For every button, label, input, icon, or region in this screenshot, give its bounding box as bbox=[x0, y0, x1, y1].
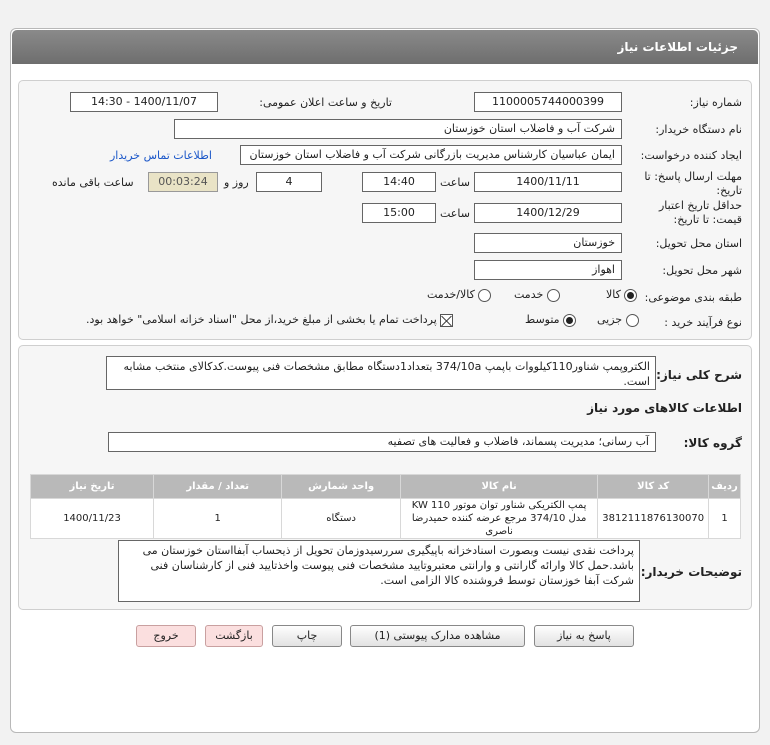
announce-label: تاریخ و ساعت اعلان عمومی: bbox=[259, 96, 392, 109]
items-table bbox=[30, 474, 741, 539]
reply-button[interactable]: پاسخ به نیاز bbox=[534, 625, 634, 647]
buyer-label: نام دستگاه خریدار: bbox=[655, 123, 742, 136]
remaining-label: ساعت باقی مانده bbox=[52, 176, 134, 189]
days-label: روز و bbox=[224, 176, 249, 189]
col-code: کد کالا bbox=[598, 475, 709, 499]
cell-quantity: 1 bbox=[154, 499, 282, 539]
process-option-minor[interactable]: جزیی bbox=[597, 313, 639, 327]
col-date: تاریخ نیاز bbox=[31, 475, 154, 499]
deadline-time-label: ساعت bbox=[440, 176, 470, 189]
validity-date-field: 1400/12/29 bbox=[474, 203, 622, 223]
remaining-time-field: 00:03:24 bbox=[148, 172, 218, 192]
col-row: ردیف bbox=[709, 475, 741, 499]
creator-label: ایجاد کننده درخواست: bbox=[640, 149, 742, 162]
goods-group-label: گروه کالا: bbox=[683, 436, 742, 450]
radio-icon bbox=[478, 289, 491, 302]
cell-date: 1400/11/23 bbox=[31, 499, 154, 539]
cell-code: 3812111876130070 bbox=[598, 499, 709, 539]
radio-selected-icon bbox=[563, 314, 576, 327]
description-field: الکتروپمپ شناور110کیلووات باپمپ 374/10a بتعداد1دستگاه مطابق مشخصات فنی پیوست.کدکالای منتخب مشابه است. bbox=[106, 356, 656, 390]
items-heading: اطلاعات کالاهای مورد نیاز bbox=[587, 401, 742, 415]
view-attachments-button[interactable]: مشاهده مدارک پیوستی (1) bbox=[350, 625, 525, 647]
page-title: جزئیات اطلاعات نیاز bbox=[12, 30, 758, 64]
category-option-service[interactable]: خدمت bbox=[514, 288, 560, 302]
need-number-label: شماره نیاز: bbox=[689, 96, 742, 109]
description-label: شرح کلی نیاز: bbox=[656, 368, 742, 382]
table-header-row bbox=[31, 475, 741, 499]
validity-label: حداقل تاریخ اعتبار قیمت: تا تاریخ: bbox=[658, 199, 742, 226]
city-label: شهر محل تحویل: bbox=[662, 264, 742, 277]
contact-buyer-link[interactable]: اطلاعات تماس خریدار bbox=[110, 149, 212, 162]
category-option-goods-service[interactable]: کالا/خدمت bbox=[427, 288, 491, 302]
buyer-field: شرکت آب و فاضلاب استان خوزستان bbox=[174, 119, 622, 139]
need-number-field: 1100005744000399 bbox=[474, 92, 622, 112]
cell-name: پمپ الکتریکی شناور توان موتور KW 110 مدل 374/10 مرجع عرضه کننده حمیدرضا ناصری bbox=[400, 499, 597, 539]
deadline-label: مهلت ارسال پاسخ: تا تاریخ: bbox=[644, 170, 742, 197]
province-field: خوزستان bbox=[474, 233, 622, 253]
deadline-date-field: 1400/11/11 bbox=[474, 172, 622, 192]
col-unit: واحد شمارش bbox=[282, 475, 401, 499]
radio-icon bbox=[626, 314, 639, 327]
buyer-notes-label: توضیحات خریدار: bbox=[640, 565, 742, 579]
city-field: اهواز bbox=[474, 260, 622, 280]
province-label: استان محل تحویل: bbox=[655, 237, 742, 250]
category-option-goods[interactable]: کالا bbox=[606, 288, 637, 302]
radio-selected-icon bbox=[624, 289, 637, 302]
checkbox-icon bbox=[440, 314, 453, 327]
col-name: نام کالا bbox=[400, 475, 597, 499]
days-field: 4 bbox=[256, 172, 322, 192]
print-button[interactable]: چاپ bbox=[272, 625, 342, 647]
col-quantity: تعداد / مقدار bbox=[154, 475, 282, 499]
process-option-medium[interactable]: متوسط bbox=[525, 313, 576, 327]
deadline-time-field: 14:40 bbox=[362, 172, 436, 192]
buyer-notes-field: پرداخت نقدی نیست وبصورت اسنادخزانه باپیگیری سررسیدوزمان تحویل از ذیحساب آبفااستان خوزستان می باشد.حمل کالا وارائه گارانتی و وارانتی معتبروتایید مشخصات فنی پیوست واخذتایید فنی از کارشناسان فنی شرکت آبفا خوزستان توسط فروشنده کالا الزامی است. bbox=[118, 540, 640, 602]
treasury-payment-checkbox[interactable]: پرداخت تمام یا بخشی از مبلغ خرید،از محل "اسناد خزانه اسلامی" خواهد بود. bbox=[86, 313, 453, 327]
goods-group-field: آب رسانی؛ مدیریت پسماند، فاضلاب و فعالیت های تصفیه bbox=[108, 432, 656, 452]
radio-icon bbox=[547, 289, 560, 302]
creator-field: ایمان عباسیان کارشناس مدیریت بازرگانی شرکت آب و فاضلاب استان خوزستان bbox=[240, 145, 622, 165]
cell-unit: دستگاه bbox=[282, 499, 401, 539]
category-label: طبقه بندی موضوعی: bbox=[644, 291, 742, 304]
cell-row: 1 bbox=[709, 499, 741, 539]
validity-time-field: 15:00 bbox=[362, 203, 436, 223]
exit-button[interactable]: خروج bbox=[136, 625, 196, 647]
announce-field: 1400/11/07 - 14:30 bbox=[70, 92, 218, 112]
validity-time-label: ساعت bbox=[440, 207, 470, 220]
back-button[interactable]: بازگشت bbox=[205, 625, 263, 647]
table-row bbox=[31, 499, 741, 539]
process-label: نوع فرآیند خرید : bbox=[664, 316, 742, 329]
